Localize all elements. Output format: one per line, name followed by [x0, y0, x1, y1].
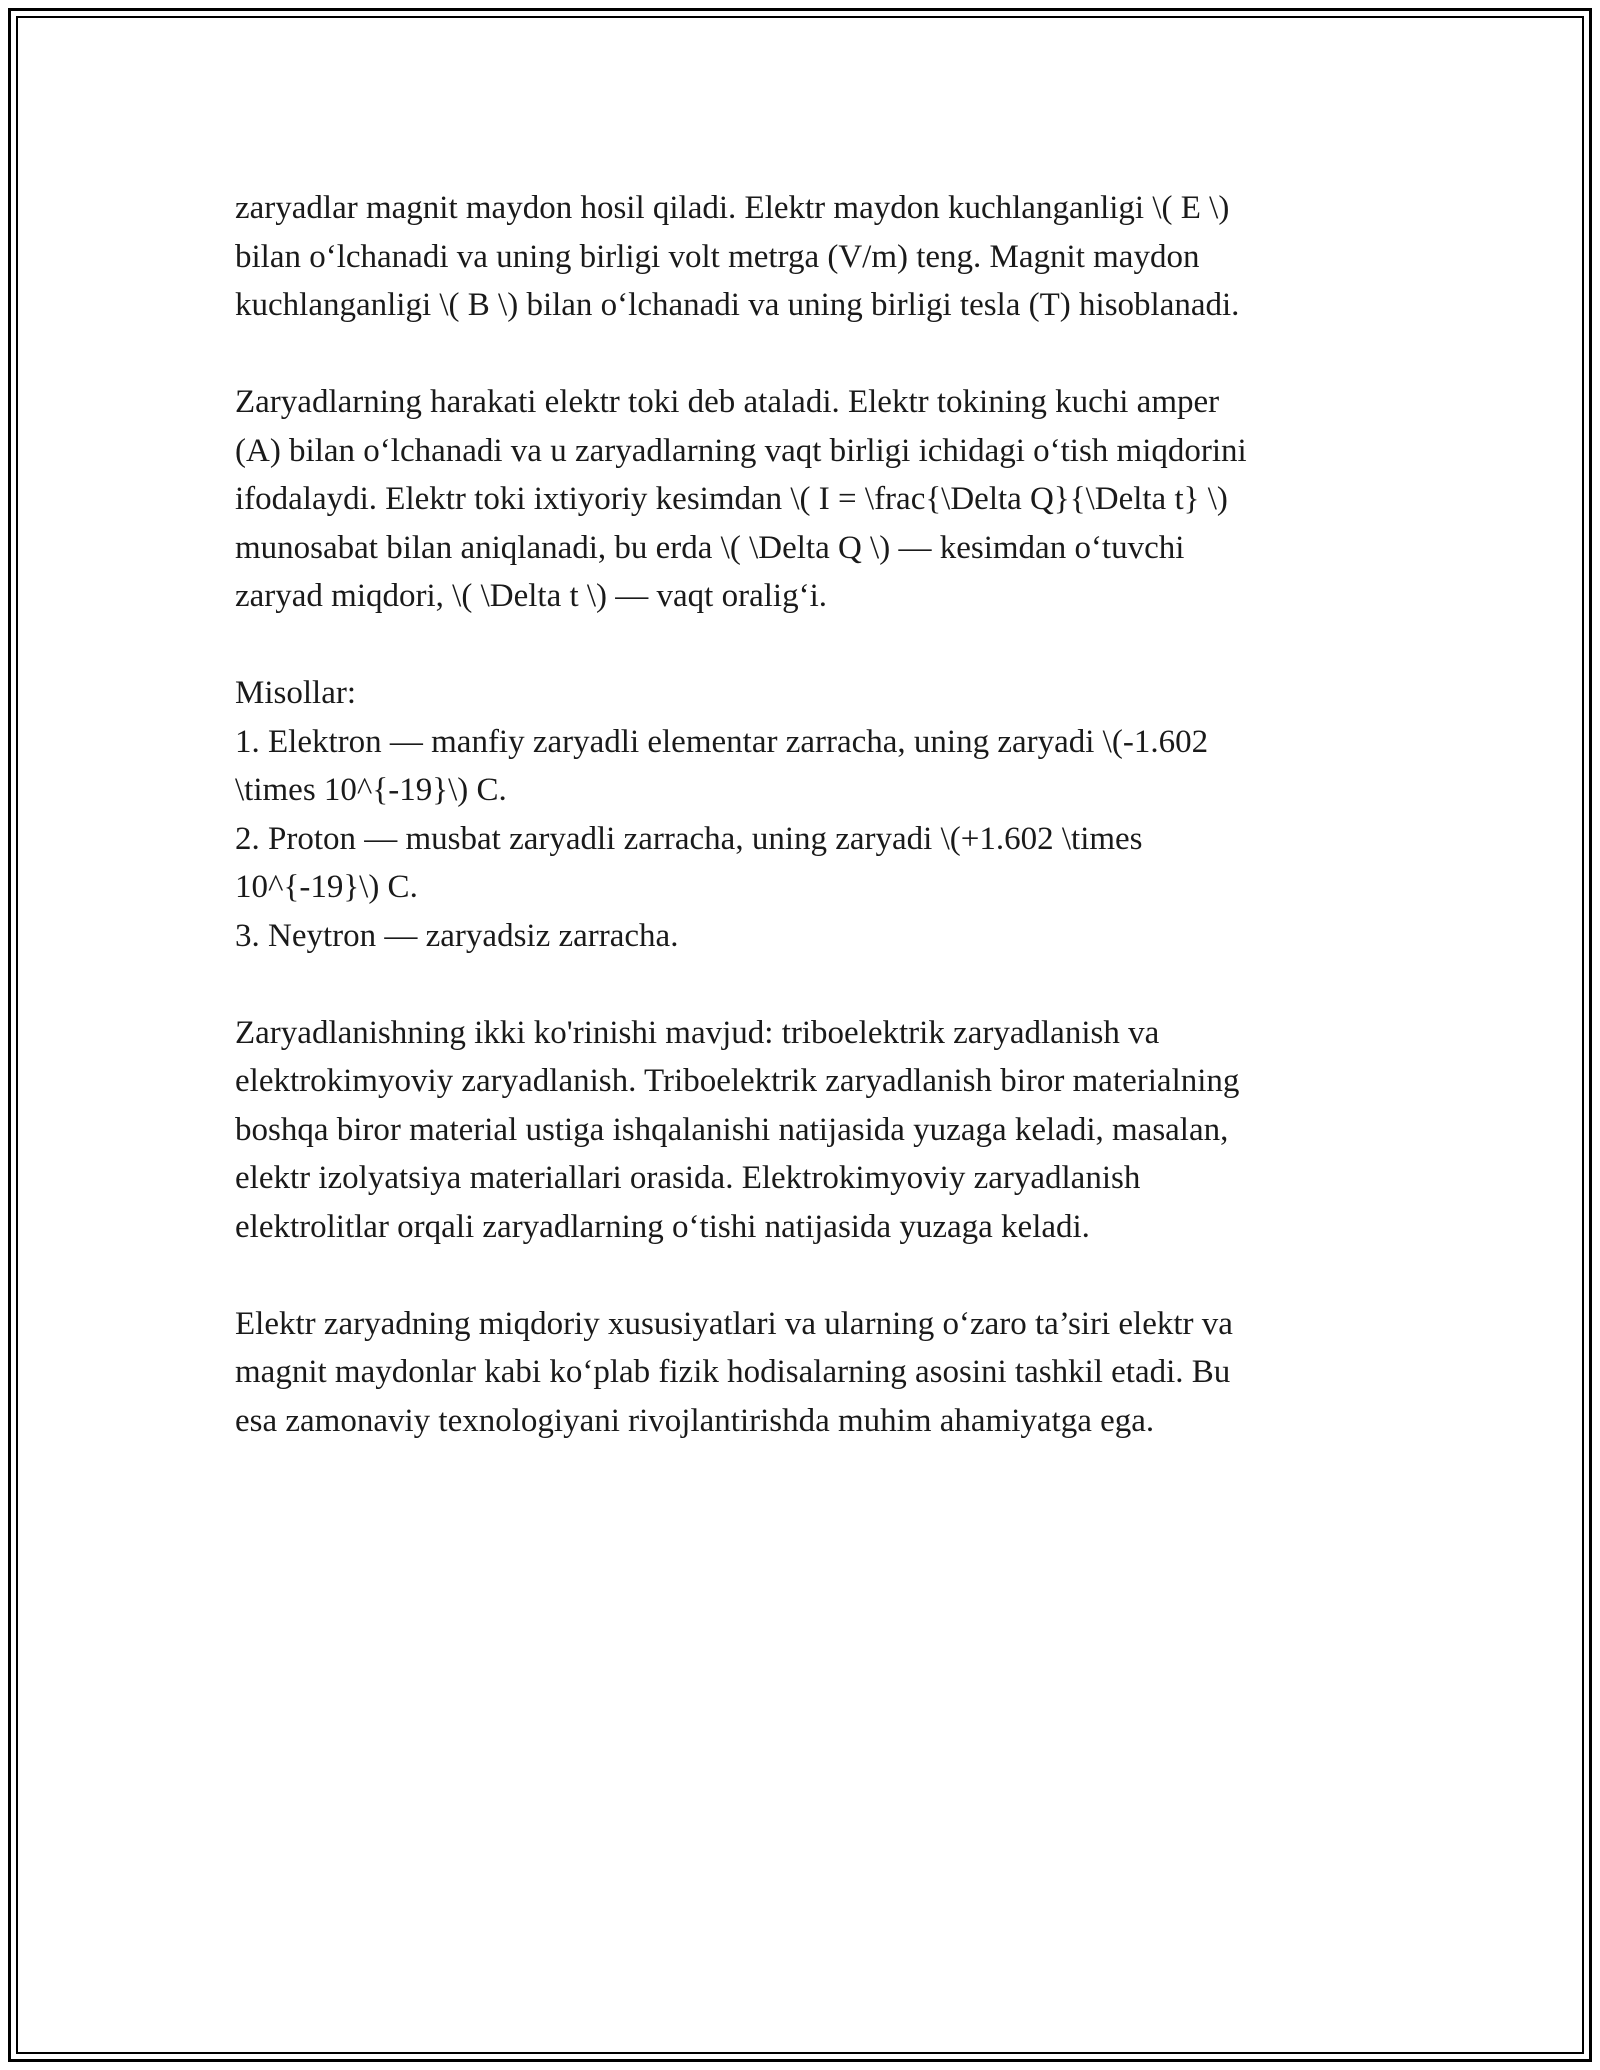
text-line: Misollar: — [235, 675, 356, 711]
list-item: 1. Elektron — manfiy zaryadli elementar zarracha, uning zaryadi \(-1.602 — [235, 723, 1209, 760]
text-line: magnit maydonlar kabi ko‘plab fizik hodisalarning asosini tashkil etadi. Bu — [235, 1354, 1231, 1390]
text-line: Zaryadlanishning ikki ko'rinishi mavjud: triboelektrik zaryadlanish va — [235, 1014, 1160, 1051]
text-line: elektrokimyoviy zaryadlanish. Triboelektrik zaryadlanish biror materialning — [235, 1063, 1240, 1099]
text-line: bilan o‘lchanadi va uning birligi volt metrga (V/m) teng. Magnit maydon — [235, 238, 1200, 275]
paragraph-conclusion — [235, 1300, 1395, 1446]
list-item: 3. Neytron — zaryadsiz zarracha. — [235, 917, 679, 954]
paragraph-fields-units — [235, 184, 1395, 330]
text-line: kuchlanganligi \( B \) bilan o‘lchanadi va uning birligi tesla (T) hisoblanadi. — [235, 287, 1240, 323]
text-line: Elektr zaryadning miqdoriy xususiyatlari va ularning o‘zaro ta’siri elektr va — [235, 1305, 1233, 1342]
list-item: 10^{-19}\) C. — [235, 869, 418, 905]
list-item: 2. Proton — musbat zaryadli zarracha, uning zaryadi \(+1.602 \times — [235, 820, 1143, 857]
text-line: ifodalaydi. Elektr toki ixtiyoriy kesimdan \( I = \frac{\Delta Q}{\Delta t} \) — [235, 481, 1228, 517]
text-line: munosabat bilan aniqlanadi, bu erda \( \Delta Q \) — kesimdan o‘tuvchi — [235, 529, 1185, 566]
paragraph-electric-current — [235, 378, 1395, 621]
text-line: Zaryadlarning harakati elektr toki deb ataladi. Elektr tokining kuchi amper — [235, 384, 1220, 420]
list-item: \times 10^{-19}\) C. — [235, 772, 507, 808]
text-line: elektrolitlar orqali zaryadlarning o‘tishi natijasida yuzaga keladi. — [235, 1208, 1090, 1245]
text-line: elektr izolyatsiya materiallari orasida. Elektrokimyoviy zaryadlanish — [235, 1160, 1141, 1196]
paragraph-charging-types — [235, 1009, 1395, 1252]
paragraph-examples — [235, 669, 1395, 960]
text-line: boshqa biror material ustiga ishqalanishi natijasida yuzaga keladi, masalan, — [235, 1111, 1229, 1148]
document-body — [235, 184, 1395, 1494]
text-line: esa zamonaviy texnologiyani rivojlantirishda muhim ahamiyatga ega. — [235, 1402, 1155, 1439]
text-line: zaryadlar magnit maydon hosil qiladi. Elektr maydon kuchlanganligi \( E \) — [235, 190, 1230, 226]
text-line: (A) bilan o‘lchanadi va u zaryadlarning vaqt birligi ichidagi o‘tish miqdorini — [235, 432, 1247, 469]
text-line: zaryad miqdori, \( \Delta t \) — vaqt oralig‘i. — [235, 578, 827, 614]
